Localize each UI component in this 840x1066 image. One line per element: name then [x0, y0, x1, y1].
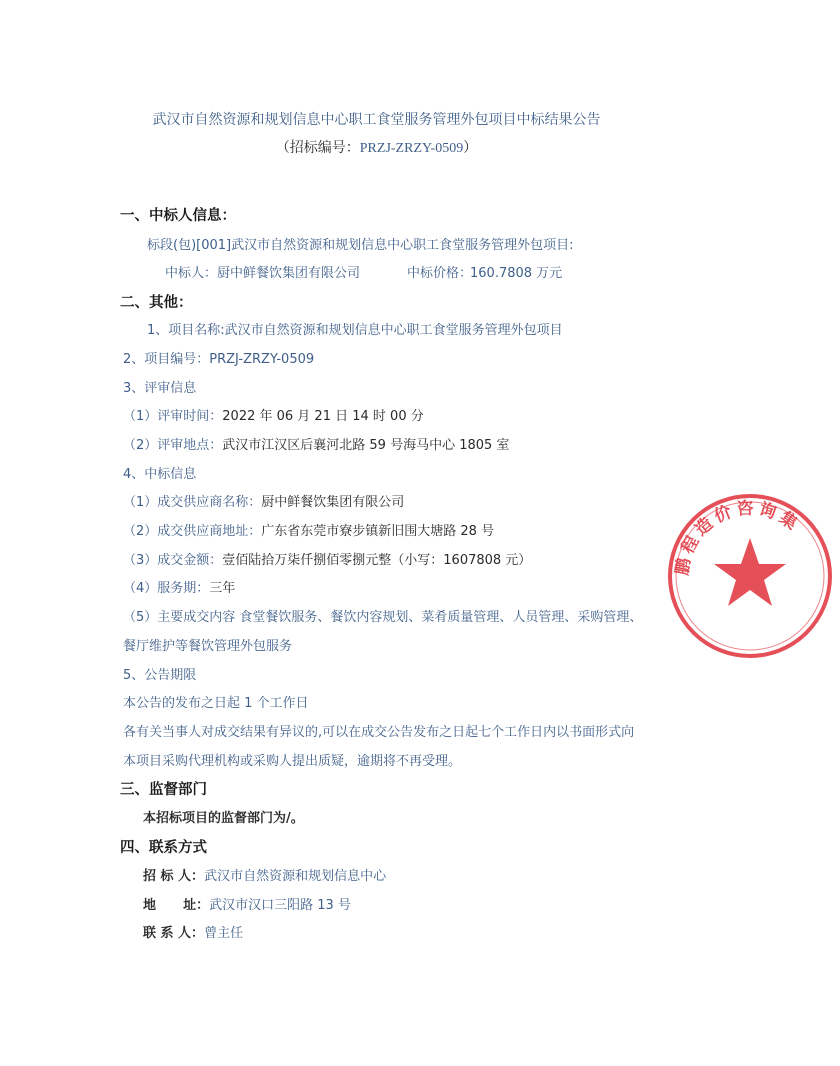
winner-label: 中标人： [165, 266, 218, 281]
objection-text-line-1: 各有关当事人对成交结果有异议的,可以在成交公告发布之日起七个工作日内以书面形式向 [123, 725, 635, 740]
contact-tenderer-label: 招 标 人： [143, 869, 205, 884]
contact-address-label: 地 址： [143, 898, 210, 913]
document-subtitle [0, 139, 753, 158]
notice-period-heading: 5、公告期限 [123, 668, 197, 683]
review-time-label: （1）评审时间： [123, 409, 223, 424]
review-place-label: （2）评审地点： [123, 438, 223, 453]
service-period-line [123, 580, 235, 598]
main-content-line-2: 餐厅维护等餐饮管理外包服务 [123, 639, 293, 654]
section-heading-supervision: 三、监督部门 [120, 782, 207, 798]
section-heading-contact: 四、联系方式 [120, 840, 207, 856]
supplier-name-value: 厨中鲜餐饮集团有限公司 [261, 495, 405, 510]
subtitle-suffix: ） [463, 140, 478, 156]
service-period-label: （4）服务期： [123, 581, 210, 596]
review-time-line [123, 408, 424, 426]
contact-address-value: 武汉市汉口三阳路 13 号 [209, 898, 351, 913]
winner-name: 厨中鲜餐饮集团有限公司 [217, 266, 361, 281]
project-name-line: 1、项目名称:武汉市自然资源和规划信息中心职工食堂服务管理外包项目 [147, 323, 563, 338]
contact-address-line [143, 897, 351, 915]
supervision-text: 本招标项目的监督部门为/。 [143, 811, 304, 826]
lot-line: 标段(包)[001]武汉市自然资源和规划信息中心职工食堂服务管理外包项目: [147, 238, 574, 253]
objection-text-line-2: 本项目采购代理机构或采购人提出质疑，逾期将不再受理。 [123, 754, 462, 769]
seal-stamp-icon [660, 486, 840, 666]
review-info-heading: 3、评审信息 [123, 381, 197, 396]
contact-person-value: 曾主任 [204, 926, 244, 941]
notice-period-text: 本公告的发布之日起 1 个工作日 [123, 696, 309, 711]
subtitle-prefix: （招标编号： [275, 140, 360, 156]
deal-amount-label: （3）成交金额： [123, 553, 223, 568]
contact-person-label: 联 系 人： [143, 926, 205, 941]
service-period-value: 三年 [209, 581, 236, 596]
deal-amount-line [123, 552, 531, 570]
supplier-name-label: （1）成交供应商名称： [123, 495, 262, 510]
document-title: 武汉市自然资源和规划信息中心职工食堂服务管理外包项目中标结果公告 [152, 112, 601, 128]
tender-code: PRZJ-ZRZY-0509 [359, 141, 464, 156]
review-place-value: 武汉市江汉区后襄河北路 59 号海马中心 1805 室 [222, 438, 510, 453]
contact-tenderer-value: 武汉市自然资源和规划信息中心 [204, 869, 387, 884]
section-heading-other: 二、其他： [120, 295, 193, 311]
review-place-line [123, 437, 509, 455]
review-time-value: 2022 年 06 月 21 日 14 时 00 分 [222, 409, 424, 424]
section-heading-winner: 一、中标人信息： [120, 208, 236, 224]
winning-price: 160.7808 万元 [470, 266, 563, 281]
stamp-text: 鹏程造价咨询集 [672, 498, 805, 577]
supplier-address-label: （2）成交供应商地址： [123, 524, 262, 539]
contact-person-line [143, 925, 243, 943]
supplier-address-value: 广东省东莞市寮步镇新旧围大塘路 28 号 [261, 524, 495, 539]
main-content-line: （5）主要成交内容 食堂餐饮服务、餐饮内容规划、菜肴质量管理、人员管理、采购管理、 [123, 610, 643, 625]
deal-amount-value: 壹佰陆拾万柒仟捌佰零捌元整（小写：1607808 元） [222, 553, 532, 568]
award-info-heading: 4、中标信息 [123, 467, 197, 482]
project-code-line: 2、项目编号：PRZJ-ZRZY-0509 [123, 352, 315, 367]
price-label: 中标价格： [407, 266, 473, 281]
contact-tenderer-line [143, 868, 386, 886]
supplier-address-line [123, 523, 494, 541]
supplier-name-line [123, 494, 404, 512]
